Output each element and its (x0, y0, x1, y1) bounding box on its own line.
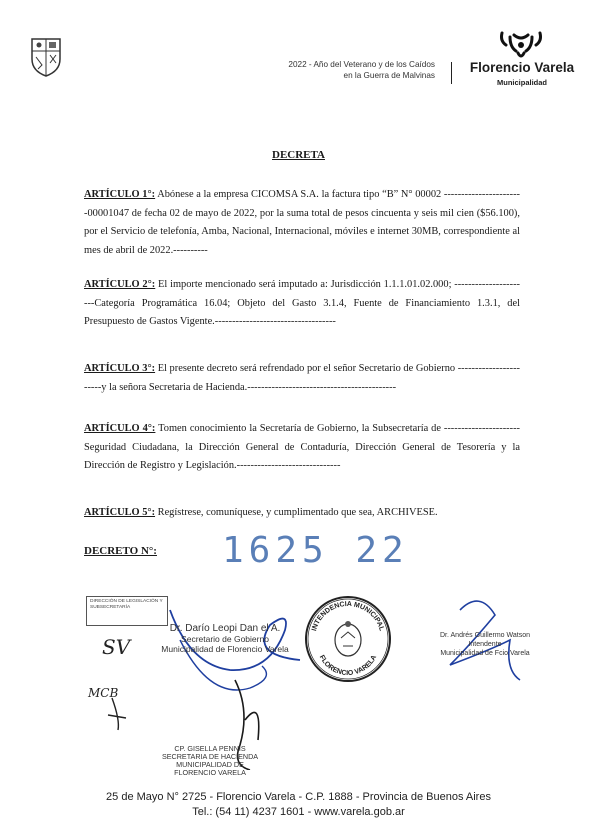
brand-name: Florencio Varela (469, 60, 575, 75)
signature-stamp-mayor (430, 631, 540, 658)
article-2 (84, 276, 520, 332)
article-3 (84, 360, 520, 397)
initials-scribble (108, 698, 126, 730)
footer-address: 25 de Mayo N° 2725 - Florencio Varela - C.P. 1888 - Provincia de Buenos Aires (106, 791, 491, 803)
article-1-text: Abónese a la empresa CICOMSA S.A. la factura tipo “B” N° 00002 -----------------------00001047 de fecha 02 de mayo de 2022, por la suma total de pesos cincuenta y seis mil cien ($56.100), por el Servicio de telefonía, Amba, Nacional, Internacional, móviles e internet 30MB, correspondiente al mes de abril de 2022.---------- (84, 189, 520, 256)
initials-mcb: MCB (88, 686, 119, 700)
article-1-label: ARTÍCULO 1°: (84, 189, 156, 200)
footer-contact: Tel.: (54 11) 4237 1601 - www.varela.gob.ar (192, 806, 405, 818)
sig3-name: CP. GISELLA PENNIS (174, 744, 246, 753)
sig2-org: Municipalidad de Fcio.Varela (440, 650, 530, 657)
anniversary-line-1: 2022 - Año del Veterano y de los Caídos (288, 60, 435, 69)
article-5-text: Regístrese, comuníquese, y cumplimentado que sea, ARCHIVESE. (155, 507, 438, 518)
sig3-role: SECRETARIA DE HACIENDA (161, 752, 259, 761)
anniversary-note (230, 59, 435, 81)
article-2-text: El importe mencionado será imputado a: Jurisdicción 1.1.1.01.02.000; ----------------------Categoría Programática 16.04; Objeto del Gasto 3.1.4, Fuente de Financiamiento 1.3.1, del Presupuesto de Gastos Vigente.----------------------------------- (84, 279, 520, 328)
signature-stamp-government (160, 624, 290, 654)
legislation-stamp: DIRECCIÓN DE LEGISLACIÓN Y SUBSECRETARÍA (86, 596, 168, 626)
municipal-crest-icon (30, 37, 62, 77)
seal-top-text: INTENDENCIA MUNICIPAL (311, 600, 385, 632)
anniversary-line-2: en la Guerra de Malvinas (343, 71, 435, 80)
article-4-text: Tomen conocimiento la Secretaría de Gobierno, la Subsecretaría de ----------------------Seguridad Ciudadana, la Dirección General de Contaduría, Dirección General de Tesorería y la Dirección de Registro y Legislación.------------------------------ (84, 423, 521, 472)
brand-subtitle: Municipalidad (496, 78, 547, 87)
article-1 (84, 186, 520, 260)
document-title: DECRETA (272, 149, 325, 161)
sig1-org: Municipalidad de Florencio Varela (161, 644, 289, 654)
header-divider (451, 62, 452, 84)
article-3-label: ARTÍCULO 3°: (84, 363, 156, 374)
signature-stamp-treasury (155, 745, 265, 777)
initials-sv: SV (102, 635, 131, 659)
article-4-label: ARTÍCULO 4°: (84, 423, 156, 434)
sig2-name: Dr. Andrés Guillermo Watson (440, 632, 530, 639)
sig2-role: Intendente (468, 641, 502, 648)
article-4 (84, 420, 520, 476)
seal-bottom-text: FLORENCIO VARELA (317, 654, 379, 678)
article-3-text: El presente decreto será refrendado por el señor Secretario de Gobierno -----------------------y la señora Secretaria de Hacienda.------------------------------------------- (84, 363, 520, 393)
sig1-role: Secretario de Gobierno (181, 634, 269, 644)
municipal-seal-icon (303, 594, 393, 684)
article-5 (84, 504, 520, 523)
svg-text:FLORENCIO VARELA (318, 654, 378, 677)
article-5-label: ARTÍCULO 5°: (84, 507, 156, 518)
article-2-label: ARTÍCULO 2°: (84, 279, 156, 290)
decree-label: DECRETO N°: (84, 545, 157, 557)
decree-number: 1625 22 (222, 530, 409, 571)
sig3-org: MUNICIPALIDAD DE FLORENCIO VARELA (174, 760, 246, 777)
florencio-varela-logo-icon (496, 31, 546, 59)
sig1-name: Dr. Darío Leopi Dan el A. (169, 623, 281, 634)
